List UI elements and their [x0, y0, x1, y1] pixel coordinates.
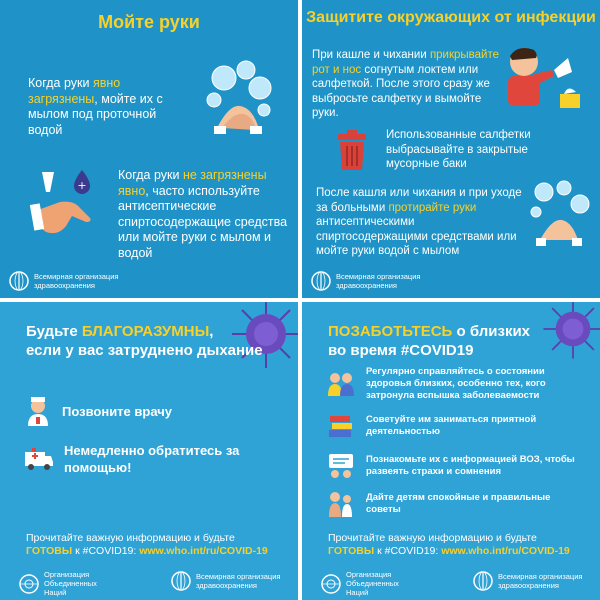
panel2-text-1	[312, 48, 502, 121]
panel1-text-2	[118, 168, 290, 261]
p3-title-c: ,	[209, 323, 214, 340]
doctor-icon	[24, 396, 52, 426]
footer-link[interactable]: www.who.int/ru/COVID-19	[441, 545, 570, 557]
trash-bin-icon	[330, 128, 374, 172]
svg-text:+: +	[77, 179, 87, 192]
footer-text-c: к #COVID19:	[72, 545, 140, 557]
who-emblem-icon	[8, 270, 30, 292]
un-name: Организация Объединенных Наций	[44, 570, 97, 597]
panel1-text-1	[28, 76, 188, 138]
panel4-footer	[328, 532, 578, 558]
panel2-text-2: Использованные салфетки выбрасывайте в закрытые мусорные баки	[386, 129, 531, 170]
children-icon	[326, 490, 356, 518]
who-logo	[310, 270, 424, 292]
p3-title-b: БЛАГОРАЗУМНЫ	[81, 323, 210, 340]
p2-1-b: прикрывайте рот и нос	[312, 49, 500, 76]
p2-3-b: протирайте руки	[388, 201, 477, 214]
un-emblem-icon	[320, 573, 342, 595]
who-emblem-icon	[310, 270, 332, 292]
footer-text-a: Прочитайте важную информацию и будьте	[328, 532, 537, 544]
p2-3-a: После кашля или чихания и при уходе за больными	[316, 187, 522, 214]
seek-help-text: Немедленно обратитесь за помощью!	[64, 443, 240, 475]
family-icon	[326, 370, 356, 398]
panel1-title: Мойте руки	[98, 12, 200, 32]
p3-title-a: Будьте	[26, 323, 82, 340]
who-name: Всемирная организация здравоохранения	[336, 272, 421, 290]
who-logo	[170, 570, 284, 592]
list-item	[24, 442, 254, 476]
list-item	[326, 366, 576, 402]
un-emblem-icon	[18, 573, 40, 595]
list-item	[326, 412, 576, 440]
panel3-footer	[26, 532, 276, 558]
activities-text: Советуйте им заниматься приятной деятельностью	[366, 414, 537, 437]
un-logo	[18, 570, 116, 597]
footer-text-c: к #COVID19:	[374, 545, 442, 557]
who-info-text: Познакомьте их с информацией ВОЗ, чтобы развеять страхи и сомнения	[366, 454, 575, 477]
ambulance-icon	[24, 446, 54, 472]
sanitizer-hand-icon	[30, 164, 110, 244]
children-advice-text: Дайте детям спокойные и правильные советы	[366, 492, 551, 515]
list-item	[326, 452, 576, 480]
books-icon	[326, 412, 356, 440]
p3-title-line2: если у вас затруднено дыхание	[26, 342, 263, 359]
un-name: Организация Объединенных Наций	[346, 570, 399, 597]
who-name: Всемирная организация здравоохранения	[196, 572, 281, 590]
call-doctor-text: Позвоните врачу	[62, 403, 173, 419]
p1-text-c: , мойте их с мылом под проточной водой	[28, 91, 163, 137]
check-health-text: Регулярно справляйтесь о состоянии здоровья близких, особенно тех, кого затронула вспышка заболеваемости	[366, 366, 546, 401]
who-logo	[472, 570, 586, 592]
panel4-title	[328, 322, 558, 360]
p4-title-a: ПОЗАБОТЬТЕСЬ	[328, 323, 453, 340]
p2-text-c: , часто используйте антисептические спиртосодержащие средства или мойте руки с мылом и водой	[118, 183, 288, 260]
p2-3-c: антисептическими спиртосодержащими средствами или мойте руки водой с мылом	[316, 216, 517, 257]
list-item	[24, 396, 172, 426]
p1-text-a: Когда руки	[28, 76, 93, 90]
vertical-divider	[298, 0, 302, 600]
who-emblem-icon	[170, 570, 192, 592]
p4-title-b: о близких	[452, 323, 531, 340]
panel2-text-3	[316, 186, 526, 259]
p1-text-b: явно загрязнены	[28, 76, 121, 106]
un-logo	[320, 570, 418, 597]
information-icon	[326, 452, 356, 480]
footer-text-b: ГОТОВЫ	[26, 545, 73, 557]
footer-text-a: Прочитайте важную информацию и будьте	[26, 532, 235, 544]
sneezing-person-icon	[498, 44, 590, 114]
who-name: Всемирная организация здравоохранения	[498, 572, 583, 590]
p2-1-a: При кашле и чихании	[312, 49, 430, 61]
soap-hands-icon	[200, 56, 275, 136]
list-item	[326, 490, 576, 518]
footer-link[interactable]: www.who.int/ru/COVID-19	[139, 545, 268, 557]
who-emblem-icon	[472, 570, 494, 592]
washing-hands-icon	[528, 178, 594, 248]
panel-be-sensible	[0, 302, 298, 600]
panel-wash-hands	[0, 0, 298, 298]
p2-text-b: не загрязнены явно	[118, 168, 267, 198]
footer-text-b: ГОТОВЫ	[328, 545, 375, 557]
panel-care-for-loved-ones	[302, 302, 600, 600]
p4-title-line2: во время #COVID19	[328, 342, 474, 359]
panel3-title	[26, 322, 266, 360]
p2-text-a: Когда руки	[118, 168, 183, 182]
who-logo	[8, 270, 122, 292]
panel2-title: Защитите окружающих от инфекции	[306, 9, 596, 26]
p2-1-c: согнутым локтем или салфеткой. После этого сразу же выбросьте салфетку и вымойте руки.	[312, 63, 490, 119]
panel-protect-others	[302, 0, 600, 298]
who-name: Всемирная организация здравоохранения	[34, 272, 119, 290]
